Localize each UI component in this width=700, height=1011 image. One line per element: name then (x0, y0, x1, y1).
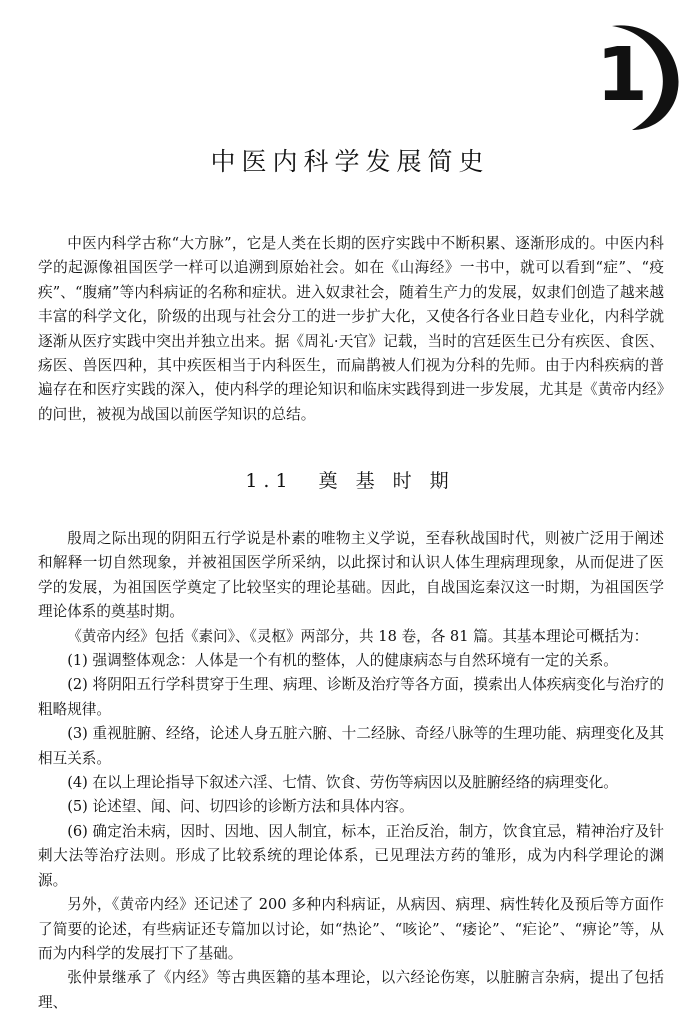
list-item: (6) 确定治未病，因时、因地、因人制宜，标本，正治反治，制方，饮食宜忌，精神治疗及针刺大法等治疗法则。形成了比较系统的理论体系，已见理法方药的雏形，成为内科学理论的渊源。 (38, 822, 664, 889)
section-paragraph: 另外，《黄帝内经》还记述了 200 多种内科病证，从病因、病理、病性转化及预后等方面作了简要的论述，有些病证还专篇加以讨论，如“热论”、“咳论”、“痿论”、“疟论”、“痹论”等，从而为内科学的发展打下了基础。 (38, 896, 664, 962)
chapter-number: 1 (596, 32, 648, 118)
list-item: (1) 强调整体观念：人体是一个有机的整体，人的健康病态与自然环境有一定的关系。 (67, 652, 618, 670)
chapter-title: 中医内科学发展简史 (210, 147, 490, 176)
section-paragraph: 《黄帝内经》包括《素问》、《灵枢》两部分，共 18 卷，各 81 篇。其基本理论可概括为： (67, 627, 649, 645)
section-title: 1.1 奠 基 时 期 (245, 470, 455, 492)
section-paragraph: 殷周之际出现的阴阳五行学说是朴素的唯物主义学说，至春秋战国时代，则被广泛用于阐述和解释一切自然现象，并被祖国医学所采纳，以此探讨和认识人体生理病理现象，从而促进了医学的发展，为祖国医学奠定了比较坚实的理论基础。因此，自战国迄秦汉这一时期，为祖国医学理论体系的奠基时期。 (38, 530, 664, 621)
list-item: (2) 将阴阳五行学科贯穿于生理、病理、诊断及治疗等各方面，摸索出人体疾病变化与治疗的粗略规律。 (38, 676, 664, 718)
section-paragraph: 张仲景继承了《内经》等古典医籍的基本理论，以六经论伤寒，以脏腑言杂病，提出了包括理、 (38, 969, 664, 1011)
list-item: (4) 在以上理论指导下叙述六淫、七情、饮食、劳伤等病因以及脏腑经络的病理变化。 (67, 774, 618, 792)
section-body (38, 527, 664, 1011)
list-item: (5) 论述望、闻、问、切四诊的诊断方法和具体内容。 (67, 798, 414, 816)
intro-paragraph: 中医内科学古称“大方脉”，它是人类在长期的医疗实践中不断积累、逐渐形成的。中医内科学的起源像祖国医学一样可以追溯到原始社会。如在《山海经》一书中，就可以看到“症”、“疫疾”、“腹痛”等内科病证的名称和症状。进入奴隶社会，随着生产力的发展，奴隶们创造了越来越丰富的科学文化，阶级的出现与社会分工的进一步扩大化，又使各行各业日趋专业化，内科学就逐渐从医疗实践中突出并独立出来。据《周礼·天官》记载，当时的宫廷医生已分有疾医、食医、疡医、兽医四种，其中疾医相当于内科医生，而扁鹊被人们视为分科的先师。由于内科疾病的普遍存在和医疗实践的深入，使内科学的理论知识和临床实践得到进一步发展，尤其是《黄帝内经》的问世，被视为战国以前医学知识的总结。 (38, 235, 664, 423)
list-item: (3) 重视脏腑、经络，论述人身五脏六腑、十二经脉、奇经八脉等的生理功能、病理变化及其相互关系。 (38, 725, 664, 767)
chapter-number-badge (570, 20, 682, 132)
